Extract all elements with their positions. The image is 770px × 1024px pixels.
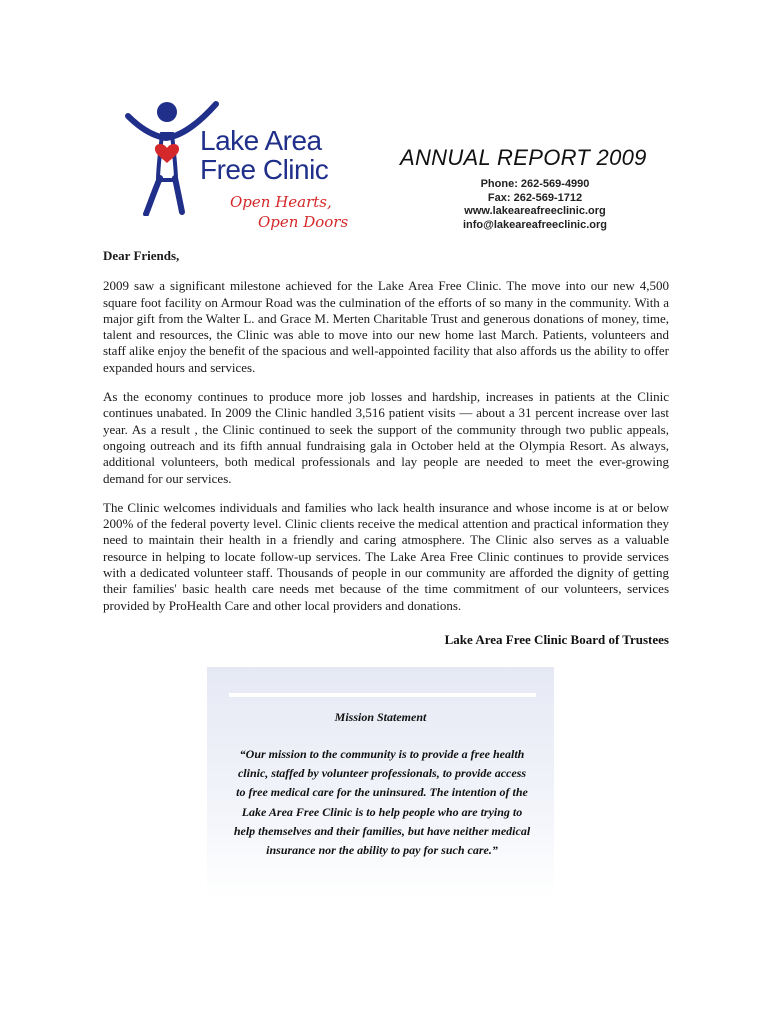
letter-body (103, 248, 669, 627)
letter-signature: Lake Area Free Clinic Board of Trustees (444, 632, 669, 647)
clinic-name-line1: Lake Area (200, 125, 322, 156)
clinic-name (200, 126, 350, 184)
clinic-tagline (230, 192, 360, 232)
mission-title: Mission Statement (334, 710, 427, 724)
mission-text: “Our mission to the community is to provide a free health clinic, staffed by volunteer professionals, to provide access to free medical care for the uninsured. The intention of the Lake Area Free Clinic is to help people who are trying to help themselves and their families, but have neither medical insurance nor the ability to pay for such care.” (233, 747, 531, 858)
website-link[interactable]: www.lakeareafreeclinic.org (464, 205, 606, 217)
tagline-line1: Open Hearts, (230, 193, 332, 211)
report-title: ANNUAL REPORT 2009 (400, 145, 647, 170)
letter-paragraph-1: 2009 saw a significant milestone achieved for the Lake Area Free Clinic. The move into our new 4,500 square foot facility on Armour Road was the culmination of the efforts of so many in the community. With a major gift from the Walter L. and Grace M. Merten Charitable Trust and generous donations of money, time, talent and resources, the Clinic was able to move into our new home last March. Patients, volunteers and staff alike enjoy the benefit of the spacious and well-appointed facility that also affords us the ability to offer expanded hours and services. (103, 278, 669, 375)
mission-divider (229, 693, 536, 697)
phone-number: Phone: 262-569-4990 (480, 178, 590, 190)
clinic-logo (120, 96, 350, 236)
email-link[interactable]: info@lakeareafreeclinic.org (462, 218, 607, 231)
tagline-line2: Open Doors (258, 213, 349, 231)
letter-paragraph-3: The Clinic welcomes individuals and families who lack health insurance and whose income is at or below 200% of the federal poverty level. Clinic clients receive the medical attention and practical information they need to maintain their health in a friendly and caring atmosphere. The Clinic also serves as a valuable resource in helping to locate follow-up services. The Lake Area Free Clinic continues to provide services with a dedicated volunteer staff. Thousands of people in our community are afforded the dignity of getting their families' basic health care needs met because of the time commitment of our volunteers, services provided by ProHealth Care and other local providers and donations. (103, 499, 669, 613)
fax-number: Fax: 262-569-1712 (487, 191, 583, 204)
contact-block (440, 178, 630, 232)
letter-greeting: Dear Friends, (103, 248, 180, 263)
letter-paragraph-2: As the economy continues to produce more job losses and hardship, increases in patients at the Clinic continues unabated. In 2009 the Clinic handled 3,516 patient visits — about a 31 percent increase over last year. As a result , the Clinic continued to seek the support of the community through two public appeals, ongoing outreach and its fifth annual fundraising gala in October held at the Olympia Resort. As always, additional volunteers, both medical professionals and lay people are needed to meet the ever-growing demand for our services. (103, 389, 669, 486)
clinic-name-line2: Free Clinic (200, 154, 329, 185)
mission-statement-box (207, 667, 554, 899)
